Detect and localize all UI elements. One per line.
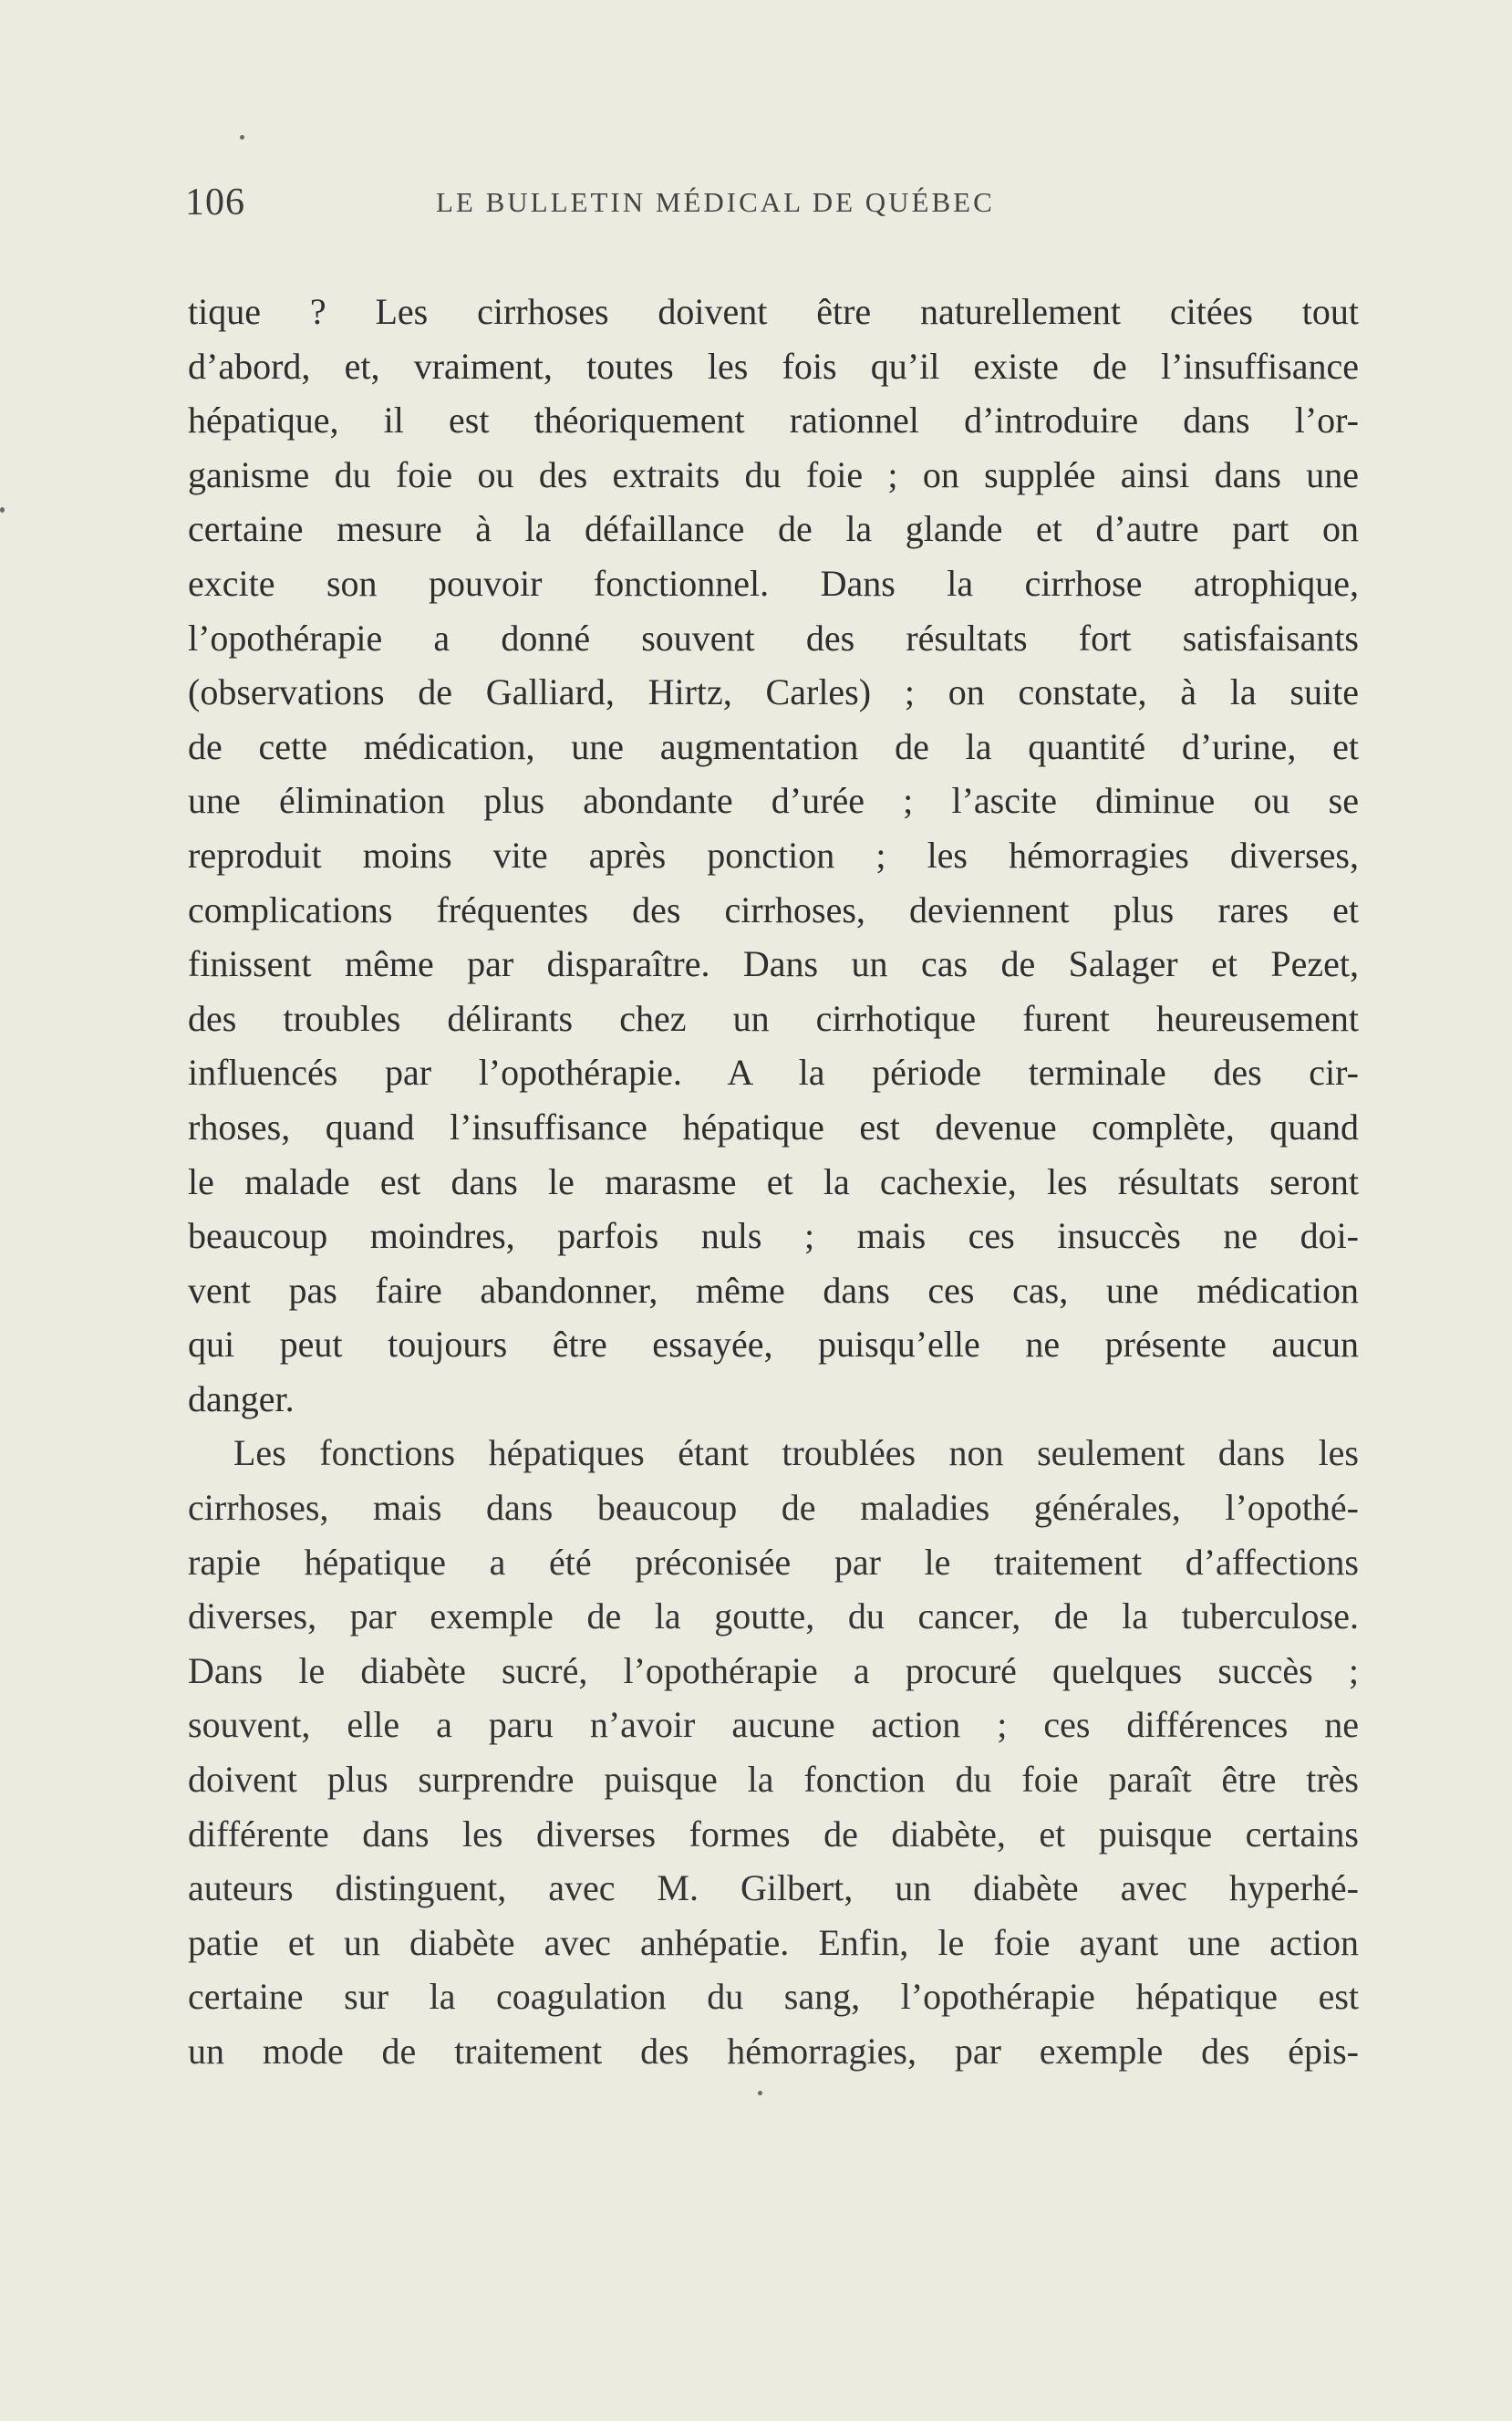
- text-line: doivent plus surprendre puisque la fonction du foie paraît être très: [188, 1759, 1359, 1801]
- text-line: d’abord, et, vraiment, toutes les fois qu’il existe de l’insuffisance: [188, 345, 1359, 387]
- text-line: cirrhoses, mais dans beaucoup de maladies générales, l’opothé-: [188, 1487, 1359, 1529]
- running-head: LE BULLETIN MÉDICAL DE QUÉBEC: [436, 186, 995, 218]
- text-line: certaine mesure à la défaillance de la glande et d’autre part on: [188, 508, 1359, 550]
- text-line: différente dans les diverses formes de diabète, et puisque certains: [188, 1813, 1359, 1855]
- text-line: qui peut toujours être essayée, puisqu’elle ne présente aucun: [188, 1324, 1359, 1366]
- text-line: excite son pouvoir fonctionnel. Dans la cirrhose atrophique,: [188, 562, 1359, 604]
- page-header: [185, 181, 1362, 235]
- text-line: auteurs distinguent, avec M. Gilbert, un diabète avec hyperhé-: [188, 1867, 1359, 1909]
- paragraph: [188, 285, 1359, 1426]
- text-line: une élimination plus abondante d’urée ; l’ascite diminue ou se: [188, 780, 1359, 822]
- text-line: beaucoup moindres, parfois nuls ; mais ces insuccès ne doi-: [188, 1215, 1359, 1257]
- text-line: rapie hépatique a été préconisée par le traitement d’affections: [188, 1541, 1359, 1583]
- speck-mark: [758, 2091, 762, 2095]
- text-line: vent pas faire abandonner, même dans ces cas, une médication: [188, 1269, 1359, 1311]
- text-line: complications fréquentes des cirrhoses, deviennent plus rares et: [188, 888, 1359, 930]
- text-line: diverses, par exemple de la goutte, du cancer, de la tuberculose.: [188, 1595, 1359, 1637]
- text-line: certaine sur la coagulation du sang, l’opothérapie hépatique est: [188, 1976, 1359, 2018]
- page-number: 106: [185, 182, 245, 223]
- speck-mark: [0, 507, 5, 513]
- text-line: reproduit moins vite après ponction ; les hémorragies diverses,: [188, 834, 1359, 876]
- text-line: ganisme du foie ou des extraits du foie ; on supplée ainsi dans une: [188, 453, 1359, 495]
- text-line: tique ? Les cirrhoses doivent être naturellement citées tout: [188, 291, 1359, 332]
- text-line: influencés par l’opothérapie. A la période terminale des cir-: [188, 1052, 1359, 1094]
- paragraph: [188, 1426, 1359, 2078]
- text-line: (observations de Galliard, Hirtz, Carles) ; on constate, à la suite: [188, 671, 1359, 713]
- text-line: souvent, elle a paru n’avoir aucune action ; ces différences ne: [188, 1704, 1359, 1746]
- text-line: l’opothérapie a donné souvent des résultats fort satisfaisants: [188, 617, 1359, 659]
- text-line: Les fonctions hépatiques étant troublées non seulement dans les: [233, 1432, 1359, 1474]
- text-line: hépatique, il est théoriquement rationnel d’introduire dans l’or-: [188, 400, 1359, 442]
- text-line: Dans le diabète sucré, l’opothérapie a procuré quelques succès ;: [188, 1649, 1359, 1691]
- text-line: rhoses, quand l’insuffisance hépatique est devenue complète, quand: [188, 1106, 1359, 1148]
- text-line: le malade est dans le marasme et la cachexie, les résultats seront: [188, 1160, 1359, 1202]
- speck-mark: [240, 135, 244, 140]
- text-line: de cette médication, une augmentation de la quantité d’urine, et: [188, 725, 1359, 767]
- text-line: un mode de traitement des hémorragies, par exemple des épis-: [188, 2031, 1359, 2072]
- body-text: [188, 285, 1359, 2079]
- text-line: finissent même par disparaître. Dans un cas de Salager et Pezet,: [188, 943, 1359, 985]
- text-line: danger.: [188, 1377, 295, 1419]
- text-line: des troubles délirants chez un cirrhotique furent heureusement: [188, 997, 1359, 1039]
- text-line: patie et un diabète avec anhépatie. Enfin, le foie ayant une action: [188, 1921, 1359, 1963]
